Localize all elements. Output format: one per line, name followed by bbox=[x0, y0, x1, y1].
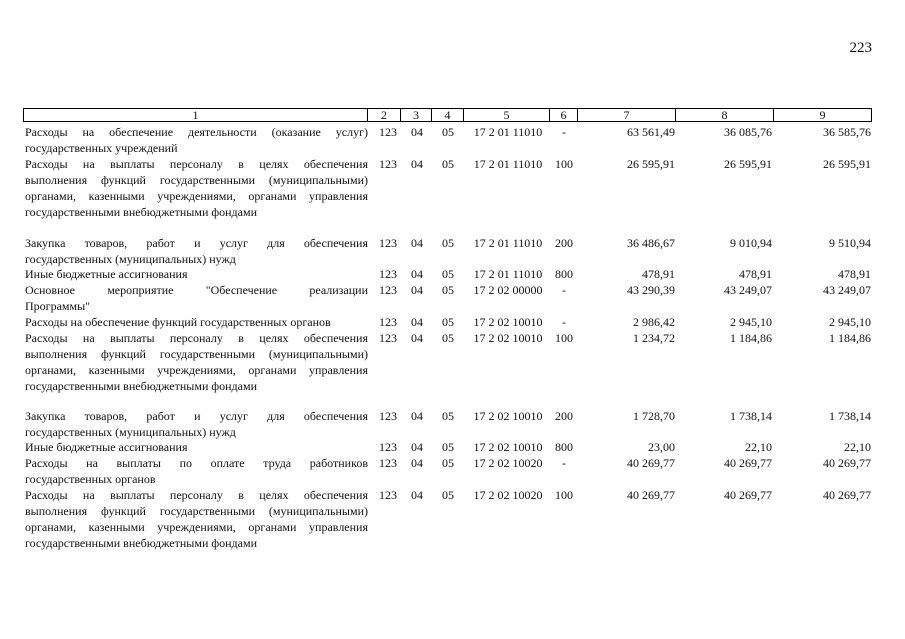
cell-col6: - bbox=[562, 125, 566, 139]
description-line: Расходы на выплаты персоналу в целях обеспечения bbox=[25, 157, 368, 171]
cell-col5: 17 2 02 10010 bbox=[473, 440, 543, 454]
cell-col4: 05 bbox=[442, 125, 454, 139]
description-line: Иные бюджетные ассигнования bbox=[25, 440, 188, 454]
cell-col7: 36 486,67 bbox=[627, 236, 675, 250]
description-line: государственных (муниципальных) нужд bbox=[25, 252, 236, 266]
cell-col4: 05 bbox=[442, 157, 454, 171]
description-line: Основное мероприятие "Обеспечение реализации bbox=[25, 283, 368, 297]
description-line: государственными внебюджетными фондами bbox=[25, 536, 258, 550]
description-line: государственными внебюджетными фондами bbox=[25, 379, 258, 393]
cell-col7: 40 269,77 bbox=[627, 488, 675, 502]
row-description bbox=[25, 330, 368, 394]
cell-col6: 100 bbox=[555, 488, 573, 502]
description-line: выполнения функций государственными (муниципальными) bbox=[25, 504, 368, 518]
cell-col8: 2 945,10 bbox=[730, 315, 772, 329]
header-cell: 3 bbox=[401, 108, 432, 122]
description-line: Расходы на выплаты персоналу в целях обеспечения bbox=[25, 488, 368, 502]
cell-col8: 40 269,77 bbox=[724, 456, 772, 470]
cell-col2: 123 bbox=[379, 267, 397, 281]
cell-col6: - bbox=[562, 456, 566, 470]
description-line: Расходы на выплаты персоналу в целях обеспечения bbox=[25, 331, 368, 345]
cell-col9: 22,10 bbox=[844, 440, 871, 454]
cell-col9: 478,91 bbox=[838, 267, 871, 281]
cell-col9: 36 585,76 bbox=[823, 125, 871, 139]
cell-col2: 123 bbox=[379, 488, 397, 502]
cell-col4: 05 bbox=[442, 456, 454, 470]
row-description bbox=[25, 487, 368, 551]
cell-col5: 17 2 02 10010 bbox=[473, 331, 543, 345]
description-line: органами, казенными учреждениями, органами управления bbox=[25, 189, 368, 203]
cell-col2: 123 bbox=[379, 456, 397, 470]
description-line: органами, казенными учреждениями, органами управления bbox=[25, 520, 368, 534]
cell-col9: 40 269,77 bbox=[823, 488, 871, 502]
cell-col4: 05 bbox=[442, 488, 454, 502]
cell-col6: 200 bbox=[555, 236, 573, 250]
cell-col8: 26 595,91 bbox=[724, 157, 772, 171]
cell-col3: 04 bbox=[411, 283, 423, 297]
cell-col3: 04 bbox=[411, 125, 423, 139]
cell-col3: 04 bbox=[411, 157, 423, 171]
cell-col3: 04 bbox=[411, 440, 423, 454]
row-description bbox=[25, 455, 368, 487]
cell-col5: 17 2 01 11010 bbox=[473, 157, 543, 171]
description-line: государственных органов bbox=[25, 472, 156, 486]
header-cell: 4 bbox=[432, 108, 464, 122]
cell-col4: 05 bbox=[442, 315, 454, 329]
cell-col5: 17 2 02 10010 bbox=[473, 409, 543, 423]
cell-col4: 05 bbox=[442, 409, 454, 423]
row-description bbox=[25, 314, 368, 330]
cell-col7: 1 728,70 bbox=[633, 409, 675, 423]
description-line: государственных учреждений bbox=[25, 141, 178, 155]
cell-col2: 123 bbox=[379, 157, 397, 171]
description-line: Расходы на обеспечение деятельности (оказание услуг) bbox=[25, 125, 368, 139]
cell-col9: 43 249,07 bbox=[823, 283, 871, 297]
cell-col9: 1 184,86 bbox=[829, 331, 871, 345]
cell-col5: 17 2 02 10020 bbox=[473, 456, 543, 470]
cell-col5: 17 2 01 11010 bbox=[473, 236, 543, 250]
cell-col4: 05 bbox=[442, 440, 454, 454]
header-cell: 2 bbox=[368, 108, 401, 122]
description-line: органами, казенными учреждениями, органами управления bbox=[25, 363, 368, 377]
cell-col4: 05 bbox=[442, 331, 454, 345]
cell-col4: 05 bbox=[442, 283, 454, 297]
row-description bbox=[25, 282, 368, 314]
cell-col6: 800 bbox=[555, 267, 573, 281]
row-description bbox=[25, 156, 368, 220]
cell-col9: 2 945,10 bbox=[829, 315, 871, 329]
description-line: выполнения функций государственными (муниципальными) bbox=[25, 173, 368, 187]
cell-col8: 22,10 bbox=[745, 440, 772, 454]
cell-col8: 1 738,14 bbox=[730, 409, 772, 423]
cell-col9: 1 738,14 bbox=[829, 409, 871, 423]
cell-col2: 123 bbox=[379, 409, 397, 423]
cell-col2: 123 bbox=[379, 315, 397, 329]
cell-col5: 17 2 01 11010 bbox=[473, 267, 543, 281]
description-line: Расходы на выплаты по оплате труда работников bbox=[25, 456, 368, 470]
cell-col9: 9 510,94 bbox=[829, 236, 871, 250]
row-description bbox=[25, 266, 368, 282]
description-line: Закупка товаров, работ и услуг для обеспечения bbox=[25, 236, 368, 250]
row-description bbox=[25, 408, 368, 440]
row-description bbox=[25, 235, 368, 267]
cell-col6: 100 bbox=[555, 331, 573, 345]
cell-col8: 43 249,07 bbox=[724, 283, 772, 297]
header-cell: 7 bbox=[578, 108, 676, 122]
cell-col7: 23,00 bbox=[648, 440, 675, 454]
cell-col3: 04 bbox=[411, 315, 423, 329]
header-cell: 9 bbox=[774, 108, 872, 122]
cell-col5: 17 2 01 11010 bbox=[473, 125, 543, 139]
cell-col2: 123 bbox=[379, 440, 397, 454]
header-cell: 5 bbox=[464, 108, 550, 122]
cell-col8: 1 184,86 bbox=[730, 331, 772, 345]
cell-col2: 123 bbox=[379, 283, 397, 297]
cell-col2: 123 bbox=[379, 331, 397, 345]
cell-col7: 26 595,91 bbox=[627, 157, 675, 171]
cell-col6: - bbox=[562, 315, 566, 329]
cell-col5: 17 2 02 10010 bbox=[473, 315, 543, 329]
description-line: Закупка товаров, работ и услуг для обеспечения bbox=[25, 409, 368, 423]
cell-col6: 800 bbox=[555, 440, 573, 454]
description-line: Иные бюджетные ассигнования bbox=[25, 267, 188, 281]
page-number: 223 bbox=[849, 40, 872, 56]
cell-col8: 9 010,94 bbox=[730, 236, 772, 250]
cell-col3: 04 bbox=[411, 331, 423, 345]
header-cell: 1 bbox=[23, 108, 368, 122]
cell-col3: 04 bbox=[411, 267, 423, 281]
cell-col7: 43 290,39 bbox=[627, 283, 675, 297]
cell-col9: 40 269,77 bbox=[823, 456, 871, 470]
cell-col6: 100 bbox=[555, 157, 573, 171]
cell-col3: 04 bbox=[411, 456, 423, 470]
cell-col4: 05 bbox=[442, 236, 454, 250]
cell-col2: 123 bbox=[379, 125, 397, 139]
cell-col7: 40 269,77 bbox=[627, 456, 675, 470]
cell-col7: 1 234,72 bbox=[633, 331, 675, 345]
header-cell: 8 bbox=[676, 108, 774, 122]
cell-col3: 04 bbox=[411, 409, 423, 423]
cell-col8: 40 269,77 bbox=[724, 488, 772, 502]
cell-col9: 26 595,91 bbox=[823, 157, 871, 171]
cell-col2: 123 bbox=[379, 236, 397, 250]
cell-col4: 05 bbox=[442, 267, 454, 281]
row-description bbox=[25, 439, 368, 455]
cell-col6: - bbox=[562, 283, 566, 297]
cell-col5: 17 2 02 00000 bbox=[473, 283, 543, 297]
cell-col6: 200 bbox=[555, 409, 573, 423]
cell-col8: 478,91 bbox=[739, 267, 772, 281]
header-cell: 6 bbox=[550, 108, 578, 122]
cell-col7: 63 561,49 bbox=[627, 125, 675, 139]
cell-col7: 2 986,42 bbox=[633, 315, 675, 329]
description-line: выполнения функций государственными (муниципальными) bbox=[25, 347, 368, 361]
description-line: государственными внебюджетными фондами bbox=[25, 205, 258, 219]
cell-col7: 478,91 bbox=[642, 267, 675, 281]
description-line: государственных (муниципальных) нужд bbox=[25, 425, 236, 439]
cell-col3: 04 bbox=[411, 236, 423, 250]
cell-col8: 36 085,76 bbox=[724, 125, 772, 139]
description-line: Программы" bbox=[25, 299, 91, 313]
cell-col5: 17 2 02 10020 bbox=[473, 488, 543, 502]
description-line: Расходы на обеспечение функций государственных органов bbox=[25, 315, 331, 329]
row-description bbox=[25, 124, 368, 156]
cell-col3: 04 bbox=[411, 488, 423, 502]
